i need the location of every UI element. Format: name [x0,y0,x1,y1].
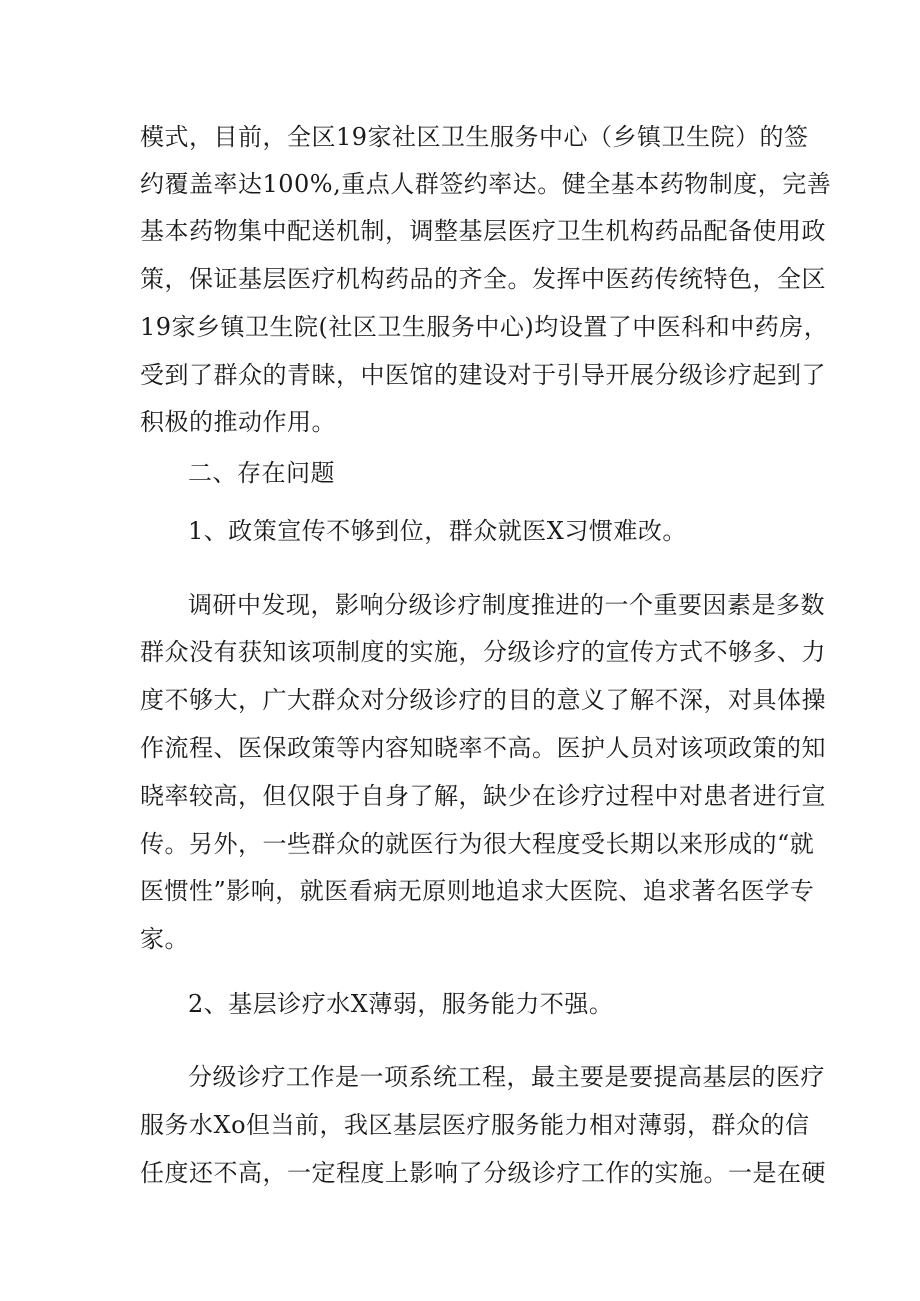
paragraph-1-line-4: 策，保证基层医疗机构药品的齐全。发挥中医药传统特色，全区 [140,265,826,293]
paragraph-2-line-8: 家。 [140,925,189,953]
paragraph-2-line-4: 作流程、医保政策等内容知晓率不高。医护人员对该项政策的知 [140,734,826,762]
paragraph-2-line-1: 调研中发现，影响分级诊疗制度推进的一个重要因素是多数 [188,591,825,619]
paragraph-3-line-2: 服务水Xo但当前，我区基层医疗服务能力相对薄弱，群众的信 [140,1111,810,1139]
paragraph-1-line-6: 受到了群众的青睐，中医馆的建设对于引导开展分级诊疗起到了 [140,361,826,389]
paragraph-2-line-5: 晓率较高，但仅限于自身了解，缺少在诊疗过程中对患者进行宣 [140,782,826,810]
paragraph-1-line-3: 基本药物集中配送机制，调整基层医疗卫生机构药品配备使用政 [140,217,826,245]
paragraph-2-line-3: 度不够大，广大群众对分级诊疗的目的意义了解不深，对具体操 [140,686,826,714]
item-2-heading: 2、基层诊疗水X薄弱，服务能力不强。 [188,990,614,1018]
paragraph-2-line-6: 传。另外，一些群众的就医行为很大程度受长期以来形成的“就 [140,830,815,858]
paragraph-1-line-1: 模式，目前，全区19家社区卫生服务中心（乡镇卫生院）的签 [140,123,809,151]
paragraph-1-line-7: 积极的推动作用。 [140,408,336,436]
paragraph-1-line-2: 约覆盖率达100%,重点人群签约率达。健全基本药物制度，完善 [140,170,832,198]
paragraph-1-line-5: 19家乡镇卫生院(社区卫生服务中心)均设置了中医科和中药房， [140,313,829,341]
paragraph-2-line-2: 群众没有获知该项制度的实施，分级诊疗的宣传方式不够多、力 [140,638,826,666]
paragraph-2-line-7: 医惯性”影响，就医看病无原则地追求大医院、追求著名医学专 [140,877,815,905]
paragraph-3-line-3: 任度还不高，一定程度上影响了分级诊疗工作的实施。一是在硬 [140,1159,826,1187]
item-1-heading: 1、政策宣传不够到位，群众就医X习惯难改。 [188,517,687,545]
section-heading: 二、存在问题 [188,459,335,487]
paragraph-3-line-1: 分级诊疗工作是一项系统工程，最主要是要提高基层的医疗 [188,1063,825,1091]
